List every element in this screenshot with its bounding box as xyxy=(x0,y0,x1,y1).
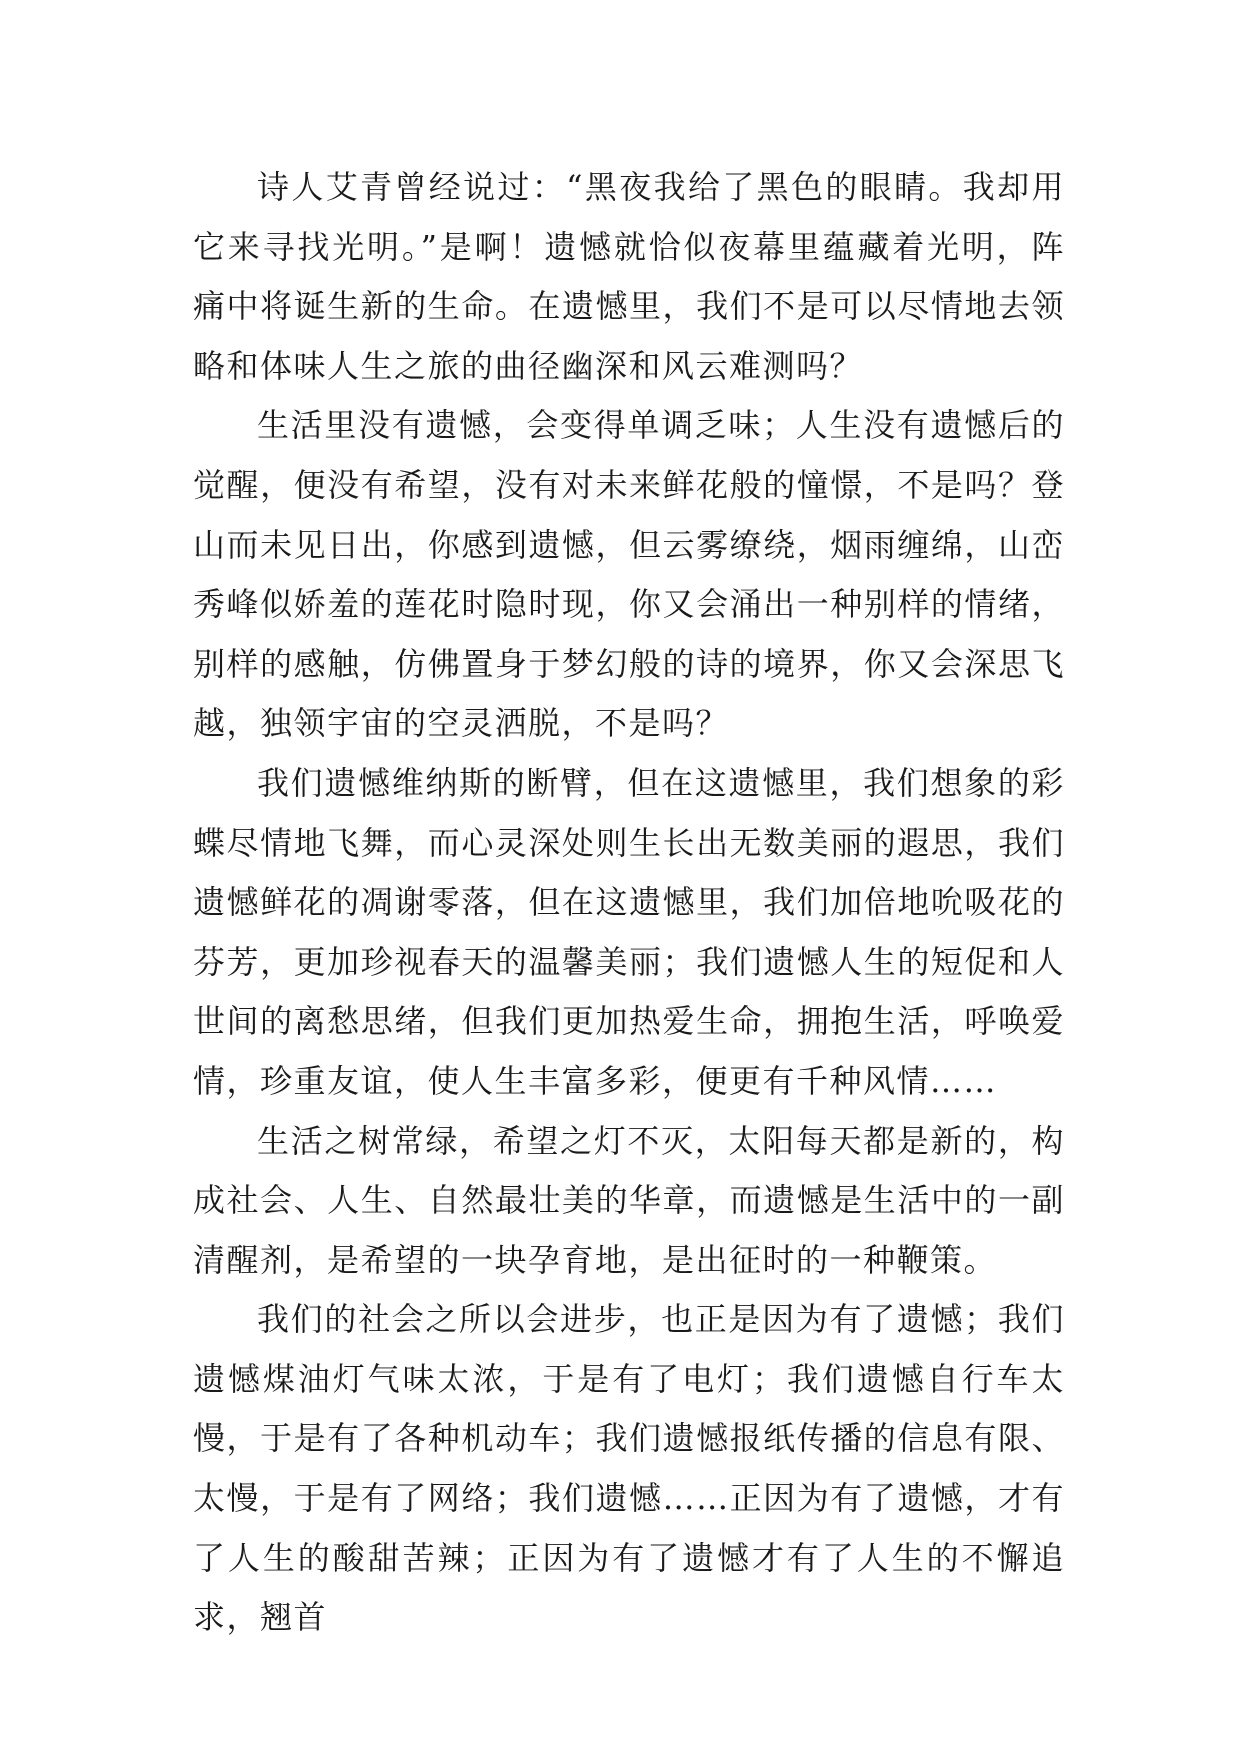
document-body xyxy=(193,158,1065,1648)
paragraph-3: 我们遗憾维纳斯的断臂，但在这遗憾里，我们想象的彩蝶尽情地飞舞，而心灵深处则生长出无数美丽的遐思，我们遗憾鲜花的凋谢零落，但在这遗憾里，我们加倍地吮吸花的芬芳，更加珍视春天的温馨美丽；我们遗憾人生的短促和人世间的离愁思绪，但我们更加热爱生命，拥抱生活，呼唤爱情，珍重友谊，使人生丰富多彩，便更有千种风情…… xyxy=(193,763,1065,1100)
paragraph-2: 生活里没有遗憾，会变得单调乏味；人生没有遗憾后的觉醒，便没有希望，没有对未来鲜花般的憧憬，不是吗？登山而未见日出，你感到遗憾，但云雾缭绕，烟雨缠绵，山峦秀峰似娇羞的莲花时隐时现，你又会涌出一种别样的情绪，别样的感触，仿佛置身于梦幻般的诗的境界，你又会深思飞越，独领宇宙的空灵洒脱，不是吗？ xyxy=(193,406,1065,743)
paragraph-4: 生活之树常绿，希望之灯不灭，太阳每天都是新的，构成社会、人生、自然最壮美的华章，而遗憾是生活中的一副清醒剂，是希望的一块孕育地，是出征时的一种鞭策。 xyxy=(193,1121,1065,1279)
paragraph-1: 诗人艾青曾经说过：“黑夜我给了黑色的眼睛。我却用它来寻找光明。”是啊！遗憾就恰似夜幕里蕴藏着光明，阵痛中将诞生新的生命。在遗憾里，我们不是可以尽情地去领略和体味人生之旅的曲径幽深和风云难测吗？ xyxy=(193,168,1065,385)
paragraph-5: 我们的社会之所以会进步，也正是因为有了遗憾；我们遗憾煤油灯气味太浓，于是有了电灯；我们遗憾自行车太慢，于是有了各种机动车；我们遗憾报纸传播的信息有限、太慢，于是有了网络；我们遗憾……正因为有了遗憾，才有了人生的酸甜苦辣；正因为有了遗憾才有了人生的不懈追求，翘首 xyxy=(193,1300,1065,1637)
